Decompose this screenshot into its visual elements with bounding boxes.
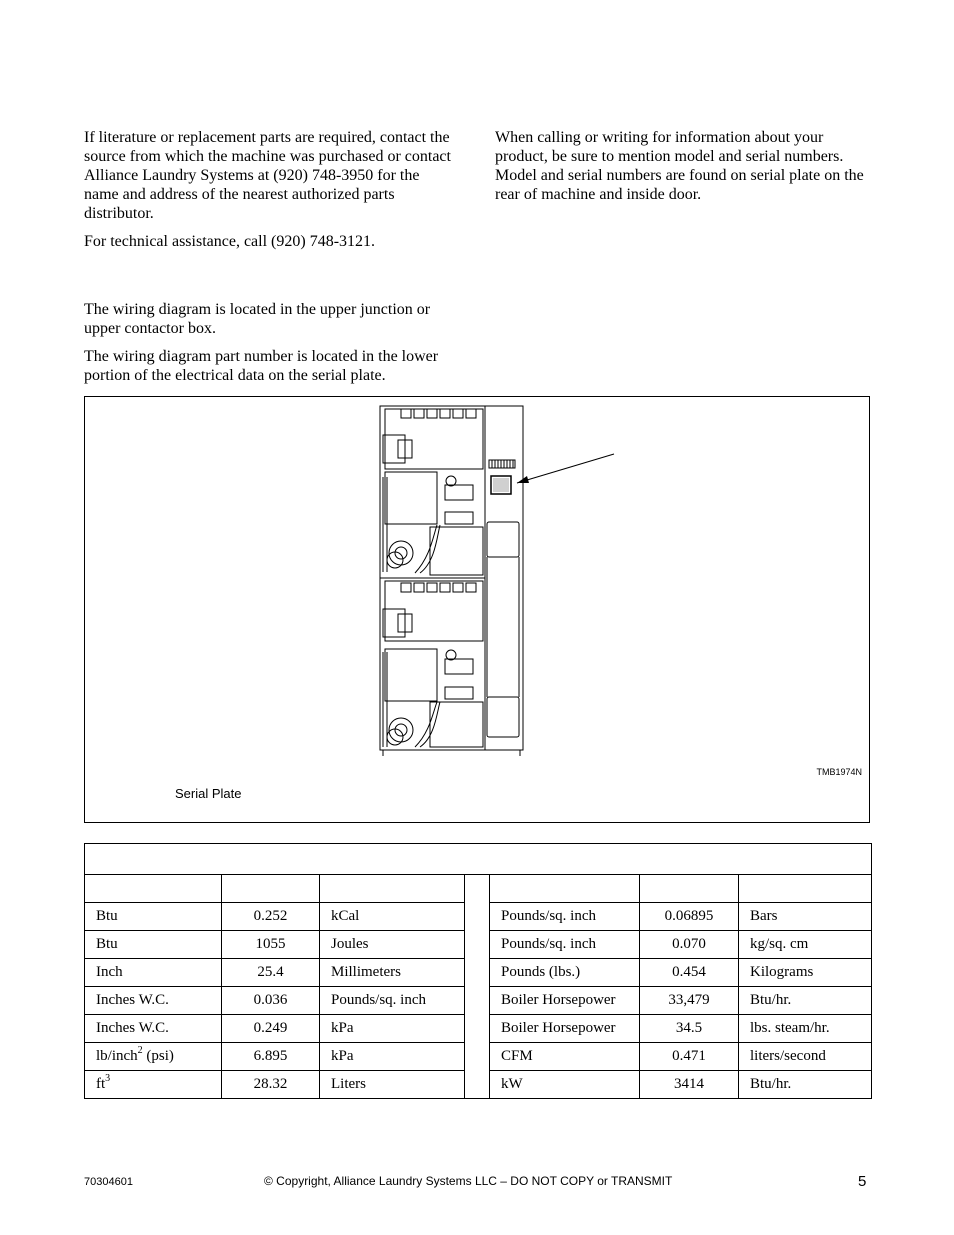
from-unit: Boiler Horsepower xyxy=(490,1015,640,1043)
from-unit: Pounds/sq. inch xyxy=(490,903,640,931)
factor: 0.454 xyxy=(640,959,739,987)
header-cell xyxy=(222,875,320,903)
to-unit: kPa xyxy=(320,1015,465,1043)
factor: 0.070 xyxy=(640,931,739,959)
from-unit: CFM xyxy=(490,1043,640,1071)
figure-id: TMB1974N xyxy=(816,767,862,777)
table-title-cell xyxy=(85,844,872,875)
page-number: 5 xyxy=(858,1173,867,1190)
to-unit: kg/sq. cm xyxy=(739,931,872,959)
model-serial-paragraph: When calling or writing for information about your product, be sure to mention model and serial numbers. Model and serial numbers are found on serial plate on the rear of machine and inside door. xyxy=(495,129,864,203)
to-unit: Btu/hr. xyxy=(739,1071,872,1099)
conversion-table xyxy=(84,843,872,1099)
technical-assistance-paragraph: For technical assistance, call (920) 748-3121. xyxy=(84,233,376,250)
from-unit: Pounds (lbs.) xyxy=(490,959,640,987)
serial-plate-figure xyxy=(84,396,870,823)
from-unit: Pounds/sq. inch xyxy=(490,931,640,959)
parts-info-paragraph: If literature or replacement parts are required, contact the source from which the machine was purchased or contact Alliance Laundry Systems at (920) 748-3950 for the name and address of the nearest authorized parts distributor. xyxy=(84,129,451,222)
to-unit: Btu/hr. xyxy=(739,987,872,1015)
to-unit: liters/second xyxy=(739,1043,872,1071)
to-unit: Bars xyxy=(739,903,872,931)
from-unit: Inch xyxy=(85,959,222,987)
factor: 0.249 xyxy=(222,1015,320,1043)
copyright-notice: © Copyright, Alliance Laundry Systems LLC – DO NOT COPY or TRANSMIT xyxy=(264,1174,673,1188)
to-unit: Pounds/sq. inch xyxy=(320,987,465,1015)
machine-rear-illustration xyxy=(85,397,869,822)
from-unit: Inches W.C. xyxy=(85,1015,222,1043)
from-unit: Btu xyxy=(85,931,222,959)
factor: 0.036 xyxy=(222,987,320,1015)
header-cell xyxy=(490,875,640,903)
factor: 34.5 xyxy=(640,1015,739,1043)
header-cell xyxy=(320,875,465,903)
from-unit: Btu xyxy=(85,903,222,931)
table-title-row xyxy=(85,844,872,875)
to-unit: Millimeters xyxy=(320,959,465,987)
to-unit: Liters xyxy=(320,1071,465,1099)
serial-plate-label: Serial Plate xyxy=(175,786,242,801)
from-unit: kW xyxy=(490,1071,640,1099)
wiring-location-paragraph: The wiring diagram is located in the upper junction or upper contactor box. xyxy=(84,301,431,337)
factor: 25.4 xyxy=(222,959,320,987)
wiring-part-number-paragraph: The wiring diagram part number is located in the lower portion of the electrical data on the serial plate. xyxy=(84,348,439,384)
factor: 0.471 xyxy=(640,1043,739,1071)
from-unit: lb/inch$^2$ (psi) xyxy=(85,1043,222,1071)
factor: 0.06895 xyxy=(640,903,739,931)
from-unit: Inches W.C. xyxy=(85,987,222,1015)
header-cell xyxy=(640,875,739,903)
to-unit: Kilograms xyxy=(739,959,872,987)
from-unit: $ft^3$ xyxy=(85,1071,222,1099)
factor: 0.252 xyxy=(222,903,320,931)
to-unit: lbs. steam/hr. xyxy=(739,1015,872,1043)
factor: 6.895 xyxy=(222,1043,320,1071)
factor: 33,479 xyxy=(640,987,739,1015)
to-unit: kCal xyxy=(320,903,465,931)
to-unit: Joules xyxy=(320,931,465,959)
factor: 3414 xyxy=(640,1071,739,1099)
factor: 28.32 xyxy=(222,1071,320,1099)
table-header-row xyxy=(85,875,872,903)
table-spacer-column xyxy=(465,875,490,1099)
to-unit: kPa xyxy=(320,1043,465,1071)
header-cell xyxy=(739,875,872,903)
header-cell xyxy=(85,875,222,903)
document-number: 70304601 xyxy=(84,1176,133,1188)
factor: 1055 xyxy=(222,931,320,959)
from-unit: Boiler Horsepower xyxy=(490,987,640,1015)
